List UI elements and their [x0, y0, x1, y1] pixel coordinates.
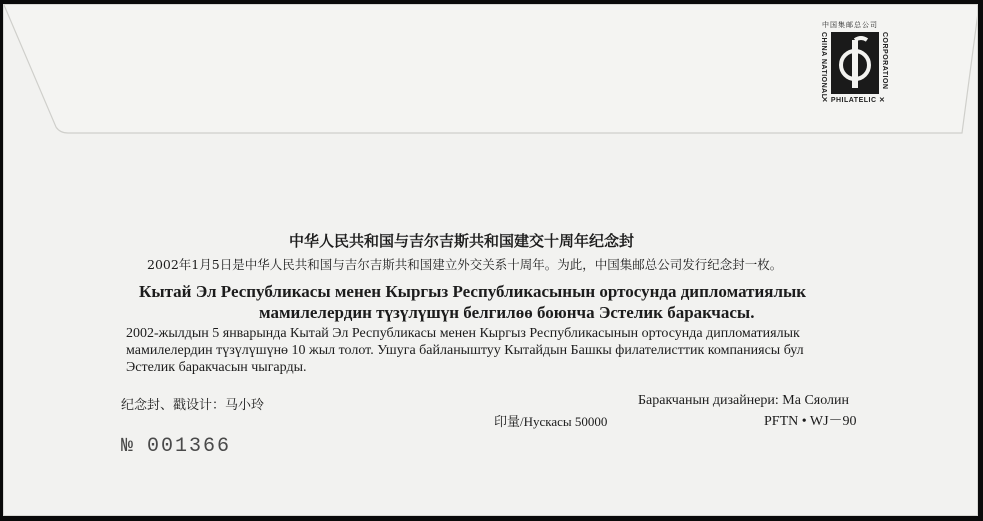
body-kyrgyz-line-1: 2002-жылдын 5 январында Кытай Эл Республикасы менен Кыргыз Республикасынын ортосунда дипломатиялык [126, 326, 800, 341]
serial-prefix: № [121, 435, 136, 458]
philatelic-logo [818, 20, 898, 120]
logo-left-text: CHINA NATIONAL [820, 32, 827, 99]
designer-credit-kyrgyz: Баракчанын дизайнери: Ма Сяолин [638, 393, 850, 408]
title-kyrgyz-line-1: Кытай Эл Республикасы менен Кыргыз Республикасынын ортосунда дипломатиялык [139, 282, 807, 301]
title-kyrgyz-line-2: мамилелердин түзүлүшүн белгилөө боюнча Эстелик баракчасы. [259, 303, 755, 322]
body-kyrgyz-line-2: мамилелердин түзүлүшүнө 10 жыл толот. Ушуга байланыштуу Кытайдын Башкы филателисттик компаниясы бул [126, 343, 804, 358]
logo-bottom-text: ✕ PHILATELIC ✕ [822, 97, 886, 104]
serial-value: 001366 [147, 435, 232, 458]
print-run: 印量/Нускасы 50000 [494, 414, 608, 429]
serial-number [121, 435, 231, 458]
designer-credit-chinese: 纪念封、戳设计：马小玲 [121, 398, 265, 413]
body-kyrgyz-line-3: Эстелик баракчасын чыгарды. [126, 360, 307, 375]
logo-right-text: CORPORATION [881, 32, 888, 90]
philatelic-mark-icon [831, 32, 879, 94]
envelope-back [3, 4, 978, 516]
intro-chinese: 2002年1月5日是中华人民共和国与吉尔吉斯共和国建立外交关系十周年。为此，中国集邮总公司发行纪念封一枚。 [147, 257, 783, 272]
logo-bottom-label: PHILATELIC [830, 97, 877, 104]
issue-code: PFTN • WJ－90 [764, 414, 857, 429]
title-chinese: 中华人民共和国与吉尔吉斯共和国建交十周年纪念封 [289, 232, 635, 250]
logo-chinese-text: 中国集邮总公司 [822, 21, 878, 29]
